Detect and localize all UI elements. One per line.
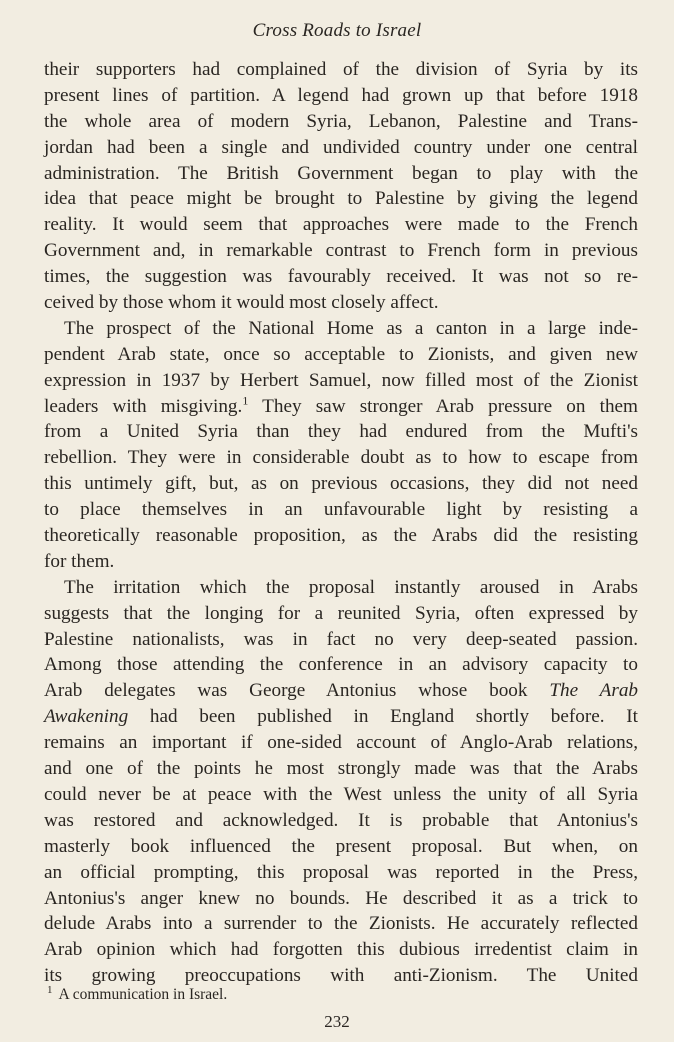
text-line bbox=[44, 678, 638, 704]
text-line: expression in 1937 by Herbert Samuel, now filled most of the Zionist bbox=[44, 369, 638, 391]
text-line: jordan had been a single and undivided country under one central bbox=[44, 136, 638, 158]
book-title: The Arab bbox=[549, 680, 639, 702]
footnote bbox=[47, 983, 228, 1004]
text-line: Palestine nationalists, was in fact no very deep-seated passion. bbox=[44, 628, 638, 650]
text-line: Among those attending the conference in an advisory capacity to bbox=[44, 654, 638, 676]
text-line: the whole area of modern Syria, Lebanon, Palestine and Trans- bbox=[44, 110, 638, 132]
body-text bbox=[44, 57, 638, 989]
text-line: The irritation which the proposal instantly aroused in Arabs bbox=[64, 576, 638, 598]
text-line: Arab opinion which had forgotten this dubious irredentist claim in bbox=[44, 939, 638, 961]
text-line: Government and, in remarkable contrast to French form in previous bbox=[44, 240, 638, 262]
text-line: idea that peace might be brought to Palestine by giving the legend bbox=[44, 188, 638, 210]
text-line: rebellion. They were in considerable doubt as to how to escape from bbox=[44, 447, 638, 469]
text-line: reality. It would seem that approaches were made to the French bbox=[44, 214, 638, 236]
book-title: Awakening bbox=[44, 706, 129, 728]
text-line: for them. bbox=[44, 550, 115, 572]
text-segment: had been published in England shortly before. It bbox=[149, 706, 638, 728]
text-line: masterly book influenced the present proposal. But when, on bbox=[44, 835, 638, 857]
text-line: this untimely gift, but, as on previous occasions, they did not need bbox=[44, 473, 638, 495]
text-segment: They saw stronger Arab pressure on them bbox=[262, 395, 638, 417]
text-line: times, the suggestion was favourably received. It was not so re- bbox=[44, 266, 638, 288]
text-line bbox=[44, 394, 638, 420]
text-line: and one of the points he most strongly made was that the Arabs bbox=[44, 758, 638, 780]
text-line: ceived by those whom it would most closely affect. bbox=[44, 292, 439, 314]
page-number: 232 bbox=[324, 1012, 350, 1031]
text-line: The prospect of the National Home as a canton in a large inde- bbox=[64, 317, 638, 339]
footnote-marker: 1 bbox=[47, 983, 53, 996]
text-line: Antonius's anger knew no bounds. He described it as a trick to bbox=[44, 887, 638, 909]
text-line: remains an important if one-sided account of Anglo-Arab relations, bbox=[44, 732, 638, 754]
text-line bbox=[44, 704, 638, 730]
text-line: administration. The British Government began to play with the bbox=[44, 162, 638, 184]
text-line: could never be at peace with the West unless the unity of all Syria bbox=[44, 783, 638, 805]
text-segment: Arab delegates was George Antonius whose book bbox=[44, 680, 528, 702]
text-line: present lines of partition. A legend had grown up that before 1918 bbox=[44, 84, 638, 106]
text-line: theoretically reasonable proposition, as the Arabs did the resisting bbox=[44, 525, 638, 547]
text-line: an official prompting, this proposal was reported in the Press, bbox=[44, 861, 638, 883]
text-line: its growing preoccupations with anti-Zionism. The United bbox=[44, 965, 638, 987]
text-line: delude Arabs into a surrender to the Zionists. He accurately reflected bbox=[44, 913, 638, 935]
text-line: was restored and acknowledged. It is probable that Antonius's bbox=[44, 809, 638, 831]
footnote-text: A communication in Israel. bbox=[58, 986, 228, 1003]
text-line: pendent Arab state, once so acceptable to Zionists, and given new bbox=[44, 343, 638, 365]
text-line: from a United Syria than they had endured from the Mufti's bbox=[44, 421, 638, 443]
running-head: Cross Roads to Israel bbox=[252, 20, 422, 41]
footnote-reference: 1 bbox=[242, 393, 249, 408]
text-line: suggests that the longing for a reunited Syria, often expressed by bbox=[44, 602, 638, 624]
text-line: their supporters had complained of the division of Syria by its bbox=[44, 59, 638, 80]
text-line: to place themselves in an unfavourable light by resisting a bbox=[44, 499, 638, 521]
text-segment: leaders with misgiving. bbox=[44, 395, 243, 417]
